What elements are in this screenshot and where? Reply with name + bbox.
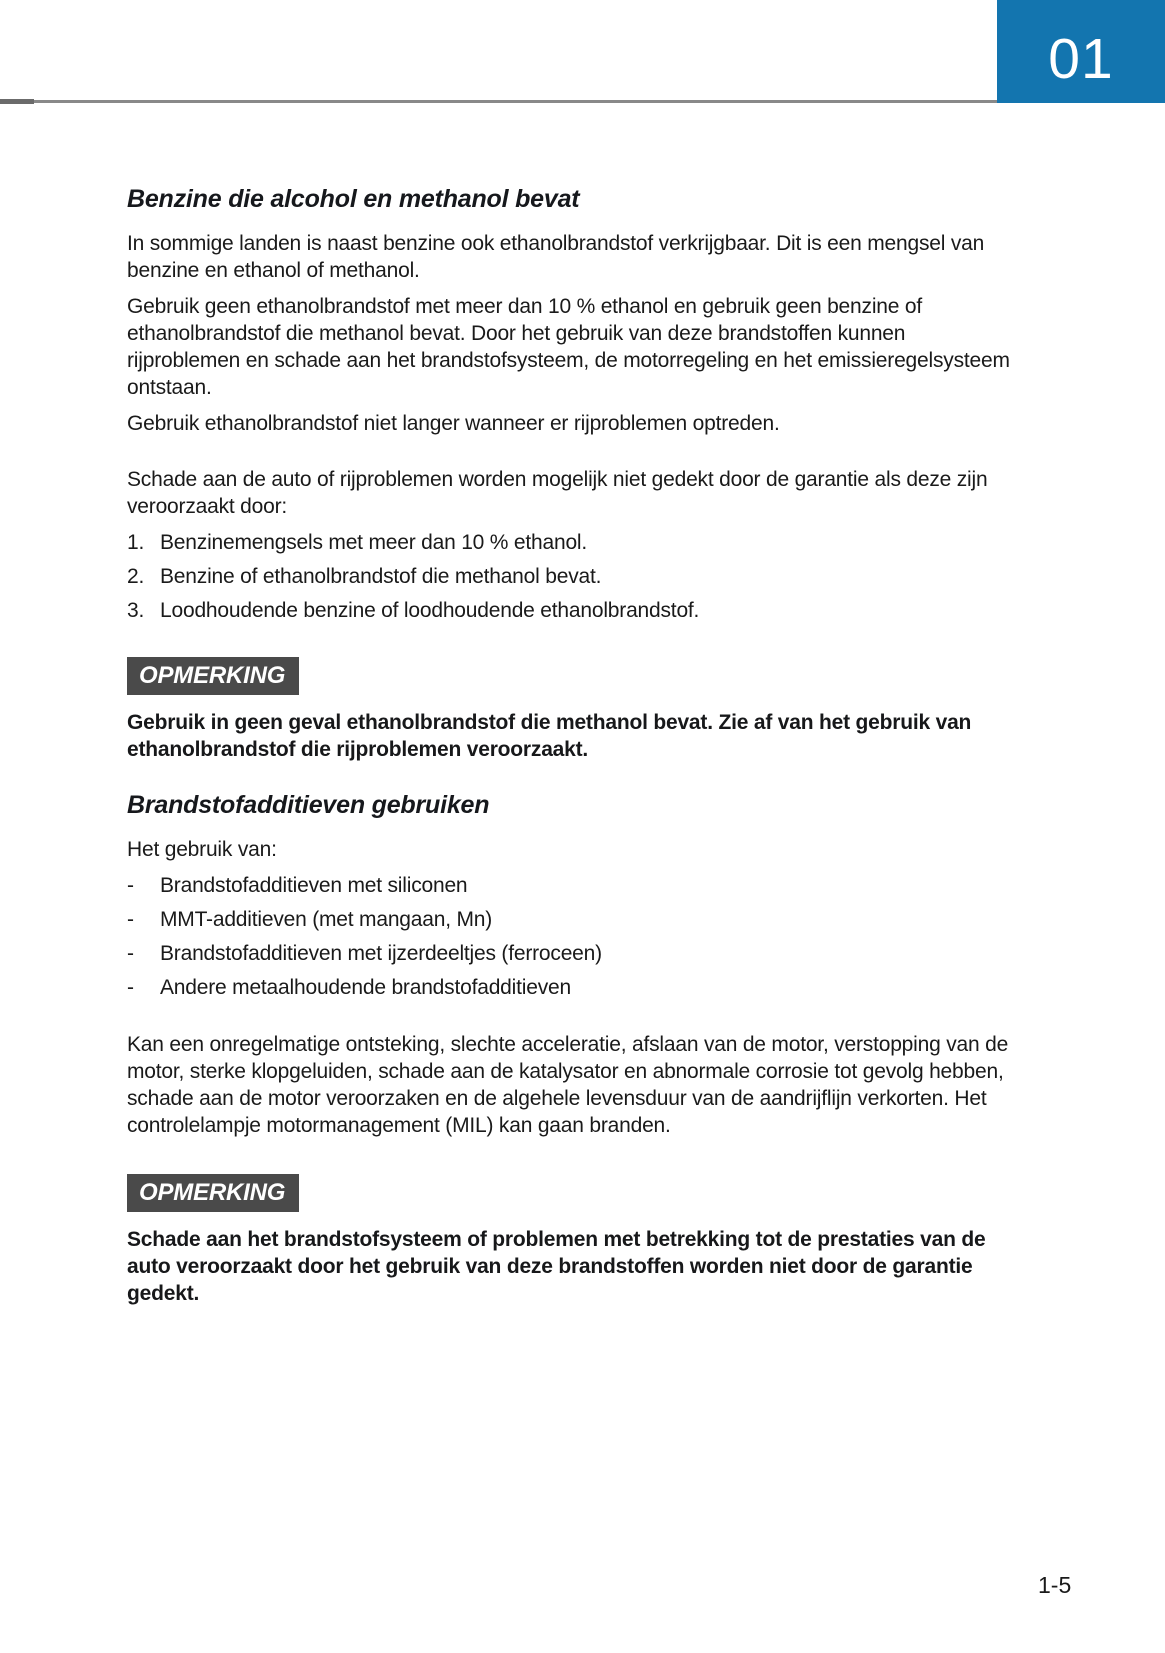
list-marker: - (127, 874, 134, 897)
chapter-number: 01 (1048, 26, 1114, 91)
page-number: 1-5 (1038, 1572, 1072, 1598)
list-item-text: Benzinemengsels met meer dan 10 % ethanol. (160, 531, 588, 554)
list-item (127, 872, 1020, 899)
list-marker: 3. (127, 599, 145, 622)
note-badge: OPMERKING (127, 1174, 299, 1212)
paragraph: Gebruik ethanolbrandstof niet langer wanneer er rijproblemen optreden. (127, 412, 780, 435)
list-item-text: MMT-additieven (met mangaan, Mn) (160, 908, 493, 931)
chapter-tab (997, 0, 1165, 103)
note-badge: OPMERKING (127, 657, 299, 695)
paragraph: Gebruik geen ethanolbrandstof met meer dan 10 % ethanol en gebruik geen benzine of ethanolbrandstof die methanol bevat. Door het gebruik van deze brandstoffen kunnen rijproblemen en schade aan het brandstofsysteem, de motorregeling en het emissieregelsysteem ontstaan. (127, 295, 1010, 399)
paragraph: In sommige landen is naast benzine ook ethanolbrandstof verkrijgbaar. Dit is een mengsel van benzine en ethanol of methanol. (127, 232, 985, 282)
note-text: Gebruik in geen geval ethanolbrandstof die methanol bevat. Zie af van het gebruik van ethanolbrandstof die rijproblemen veroorzaakt. (127, 711, 972, 761)
note-text: Schade aan het brandstofsysteem of problemen met betrekking tot de prestaties van de auto veroorzaakt door het gebruik van deze brandstoffen worden niet door de garantie gedekt. (127, 1228, 986, 1305)
section-heading-benzine: Benzine die alcohol en methanol bevat (127, 185, 580, 213)
list-marker: - (127, 976, 134, 999)
list-item (127, 563, 1020, 590)
paragraph-intro: Het gebruik van: (127, 838, 277, 861)
list-item (127, 940, 1020, 967)
section-heading-additieven: Brandstofadditieven gebruiken (127, 791, 490, 819)
list-item-text: Loodhoudende benzine of loodhoudende ethanolbrandstof. (160, 599, 700, 622)
list-marker: - (127, 908, 134, 931)
list-item (127, 597, 1020, 624)
header-rule-stub (0, 99, 34, 104)
dash-list (127, 872, 1020, 1001)
list-marker: 1. (127, 531, 145, 554)
page-content (127, 184, 1020, 1307)
list-item-text: Brandstofadditieven met siliconen (160, 874, 468, 897)
list-marker: 2. (127, 565, 145, 588)
header-rule (0, 100, 997, 103)
list-item (127, 529, 1020, 556)
paragraph-consequences: Kan een onregelmatige ontsteking, slechte acceleratie, afslaan van de motor, verstopping van de motor, sterke klopgeluiden, schade aan de katalysator en abnormale corrosie tot gevolg hebben, schade aan de motor veroorzaken en de algehele levensduur van de aandrijflijn verkorten. Het controlelampje motormanagement (MIL) kan gaan branden. (127, 1033, 1009, 1137)
list-item-text: Andere metaalhoudende brandstofadditieven (160, 976, 571, 999)
numbered-list (127, 529, 1020, 624)
list-marker: - (127, 942, 134, 965)
list-item (127, 906, 1020, 933)
list-item (127, 974, 1020, 1001)
list-item-text: Brandstofadditieven met ijzerdeeltjes (ferroceen) (160, 942, 602, 965)
list-item-text: Benzine of ethanolbrandstof die methanol bevat. (160, 565, 602, 588)
paragraph-warranty-intro: Schade aan de auto of rijproblemen worden mogelijk niet gedekt door de garantie als deze zijn veroorzaakt door: (127, 468, 988, 518)
